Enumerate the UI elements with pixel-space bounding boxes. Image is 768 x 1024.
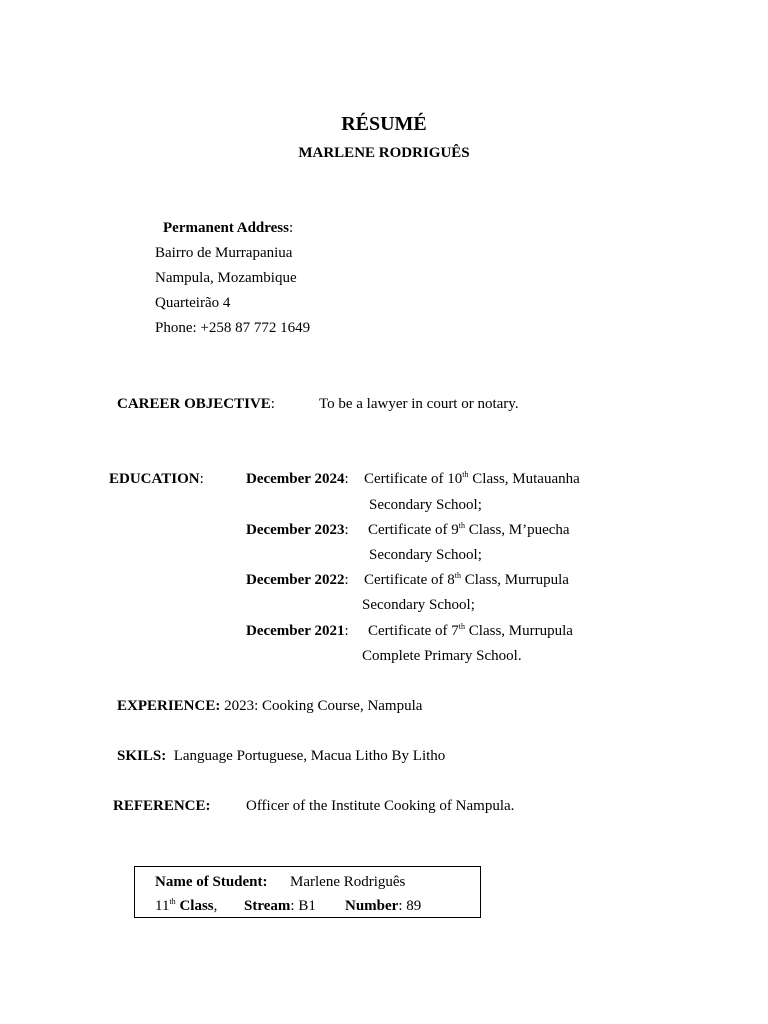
school-text: Class, Murrupula (465, 623, 573, 639)
stream-value: B1 (298, 898, 316, 914)
education-entry-2022-cont: Secondary School; (362, 597, 475, 613)
education-date-text: December 2021 (246, 623, 345, 639)
address-label: Permanent Address (163, 220, 289, 236)
career-heading: CAREER OBJECTIVE: (117, 396, 275, 412)
ordinal-suffix: th (454, 571, 462, 580)
certificate-text: Certificate of 10 (364, 471, 463, 487)
student-stream: Stream: B1 (244, 898, 316, 914)
reference-label: REFERENCE: (113, 798, 211, 814)
class-number: 11 (155, 898, 170, 914)
ordinal-suffix: th (458, 521, 466, 530)
experience-label: EXPERIENCE: (117, 698, 221, 714)
address-line-1: Bairro de Murrapaniua (155, 245, 293, 261)
school-text: Class, Mutauanha (468, 471, 580, 487)
education-date-text: December 2023 (246, 522, 345, 538)
skills-text: Language Portuguese, Macua Litho By Litho (173, 748, 446, 764)
education-date-2023: December 2023: (246, 522, 349, 538)
education-heading: EDUCATION: (109, 471, 204, 487)
school-text: Class, M’puecha (465, 522, 570, 538)
certificate-text: Certificate of 9 (368, 522, 459, 538)
candidate-name: MARLENE RODRIGUÊS (298, 145, 470, 161)
education-entry-2021-cont: Complete Primary School. (362, 648, 522, 664)
skills-label: SKILS: (117, 748, 167, 764)
resume-title: RÉSUMÉ (341, 113, 427, 135)
student-name-row: Name of Student: (155, 874, 268, 890)
education-entry-2021 (368, 622, 573, 640)
reference-text: Officer of the Institute Cooking of Nampula. (246, 798, 515, 814)
education-date-2024: December 2024: (246, 471, 349, 487)
phone-line: Phone: +258 87 772 1649 (155, 320, 311, 336)
student-name-label: Name of Student (155, 874, 263, 890)
education-entry-2022 (364, 571, 569, 589)
education-entry-2024 (364, 470, 580, 488)
ordinal-suffix: th (458, 622, 466, 631)
certificate-text: Certificate of 8 (364, 572, 455, 588)
career-text: To be a lawyer in court or notary. (319, 396, 519, 412)
school-text: Class, Murrupula (461, 572, 569, 588)
education-entry-2024-cont: Secondary School; (369, 497, 482, 513)
education-label: EDUCATION (109, 471, 200, 487)
stream-label: Stream (244, 898, 291, 914)
education-entry-2023-cont: Secondary School; (369, 547, 482, 563)
education-date-2021: December 2021: (246, 623, 349, 639)
number-value: 89 (406, 898, 422, 914)
ordinal-suffix: th (462, 470, 469, 479)
career-label: CAREER OBJECTIVE (117, 396, 271, 412)
education-date-2022: December 2022: (246, 572, 349, 588)
education-date-text: December 2024 (246, 471, 345, 487)
student-name-value: Marlene Rodriguês (290, 874, 406, 890)
address-line-3: Quarteirão 4 (155, 295, 231, 311)
class-label: Class (179, 898, 214, 914)
certificate-text: Certificate of 7 (368, 623, 459, 639)
education-date-text: December 2022 (246, 572, 345, 588)
student-class: 11th Class, (155, 897, 218, 914)
experience-row (117, 697, 422, 715)
address-line-2: Nampula, Mozambique (155, 270, 297, 286)
experience-text: 2023: Cooking Course, Nampula (224, 698, 423, 714)
student-number: Number: 89 (345, 898, 422, 914)
class-ordinal: th (169, 897, 176, 906)
number-label: Number (345, 898, 399, 914)
education-entry-2023 (368, 521, 570, 539)
address-heading: Permanent Address: (163, 220, 294, 236)
skills-row (117, 747, 445, 765)
